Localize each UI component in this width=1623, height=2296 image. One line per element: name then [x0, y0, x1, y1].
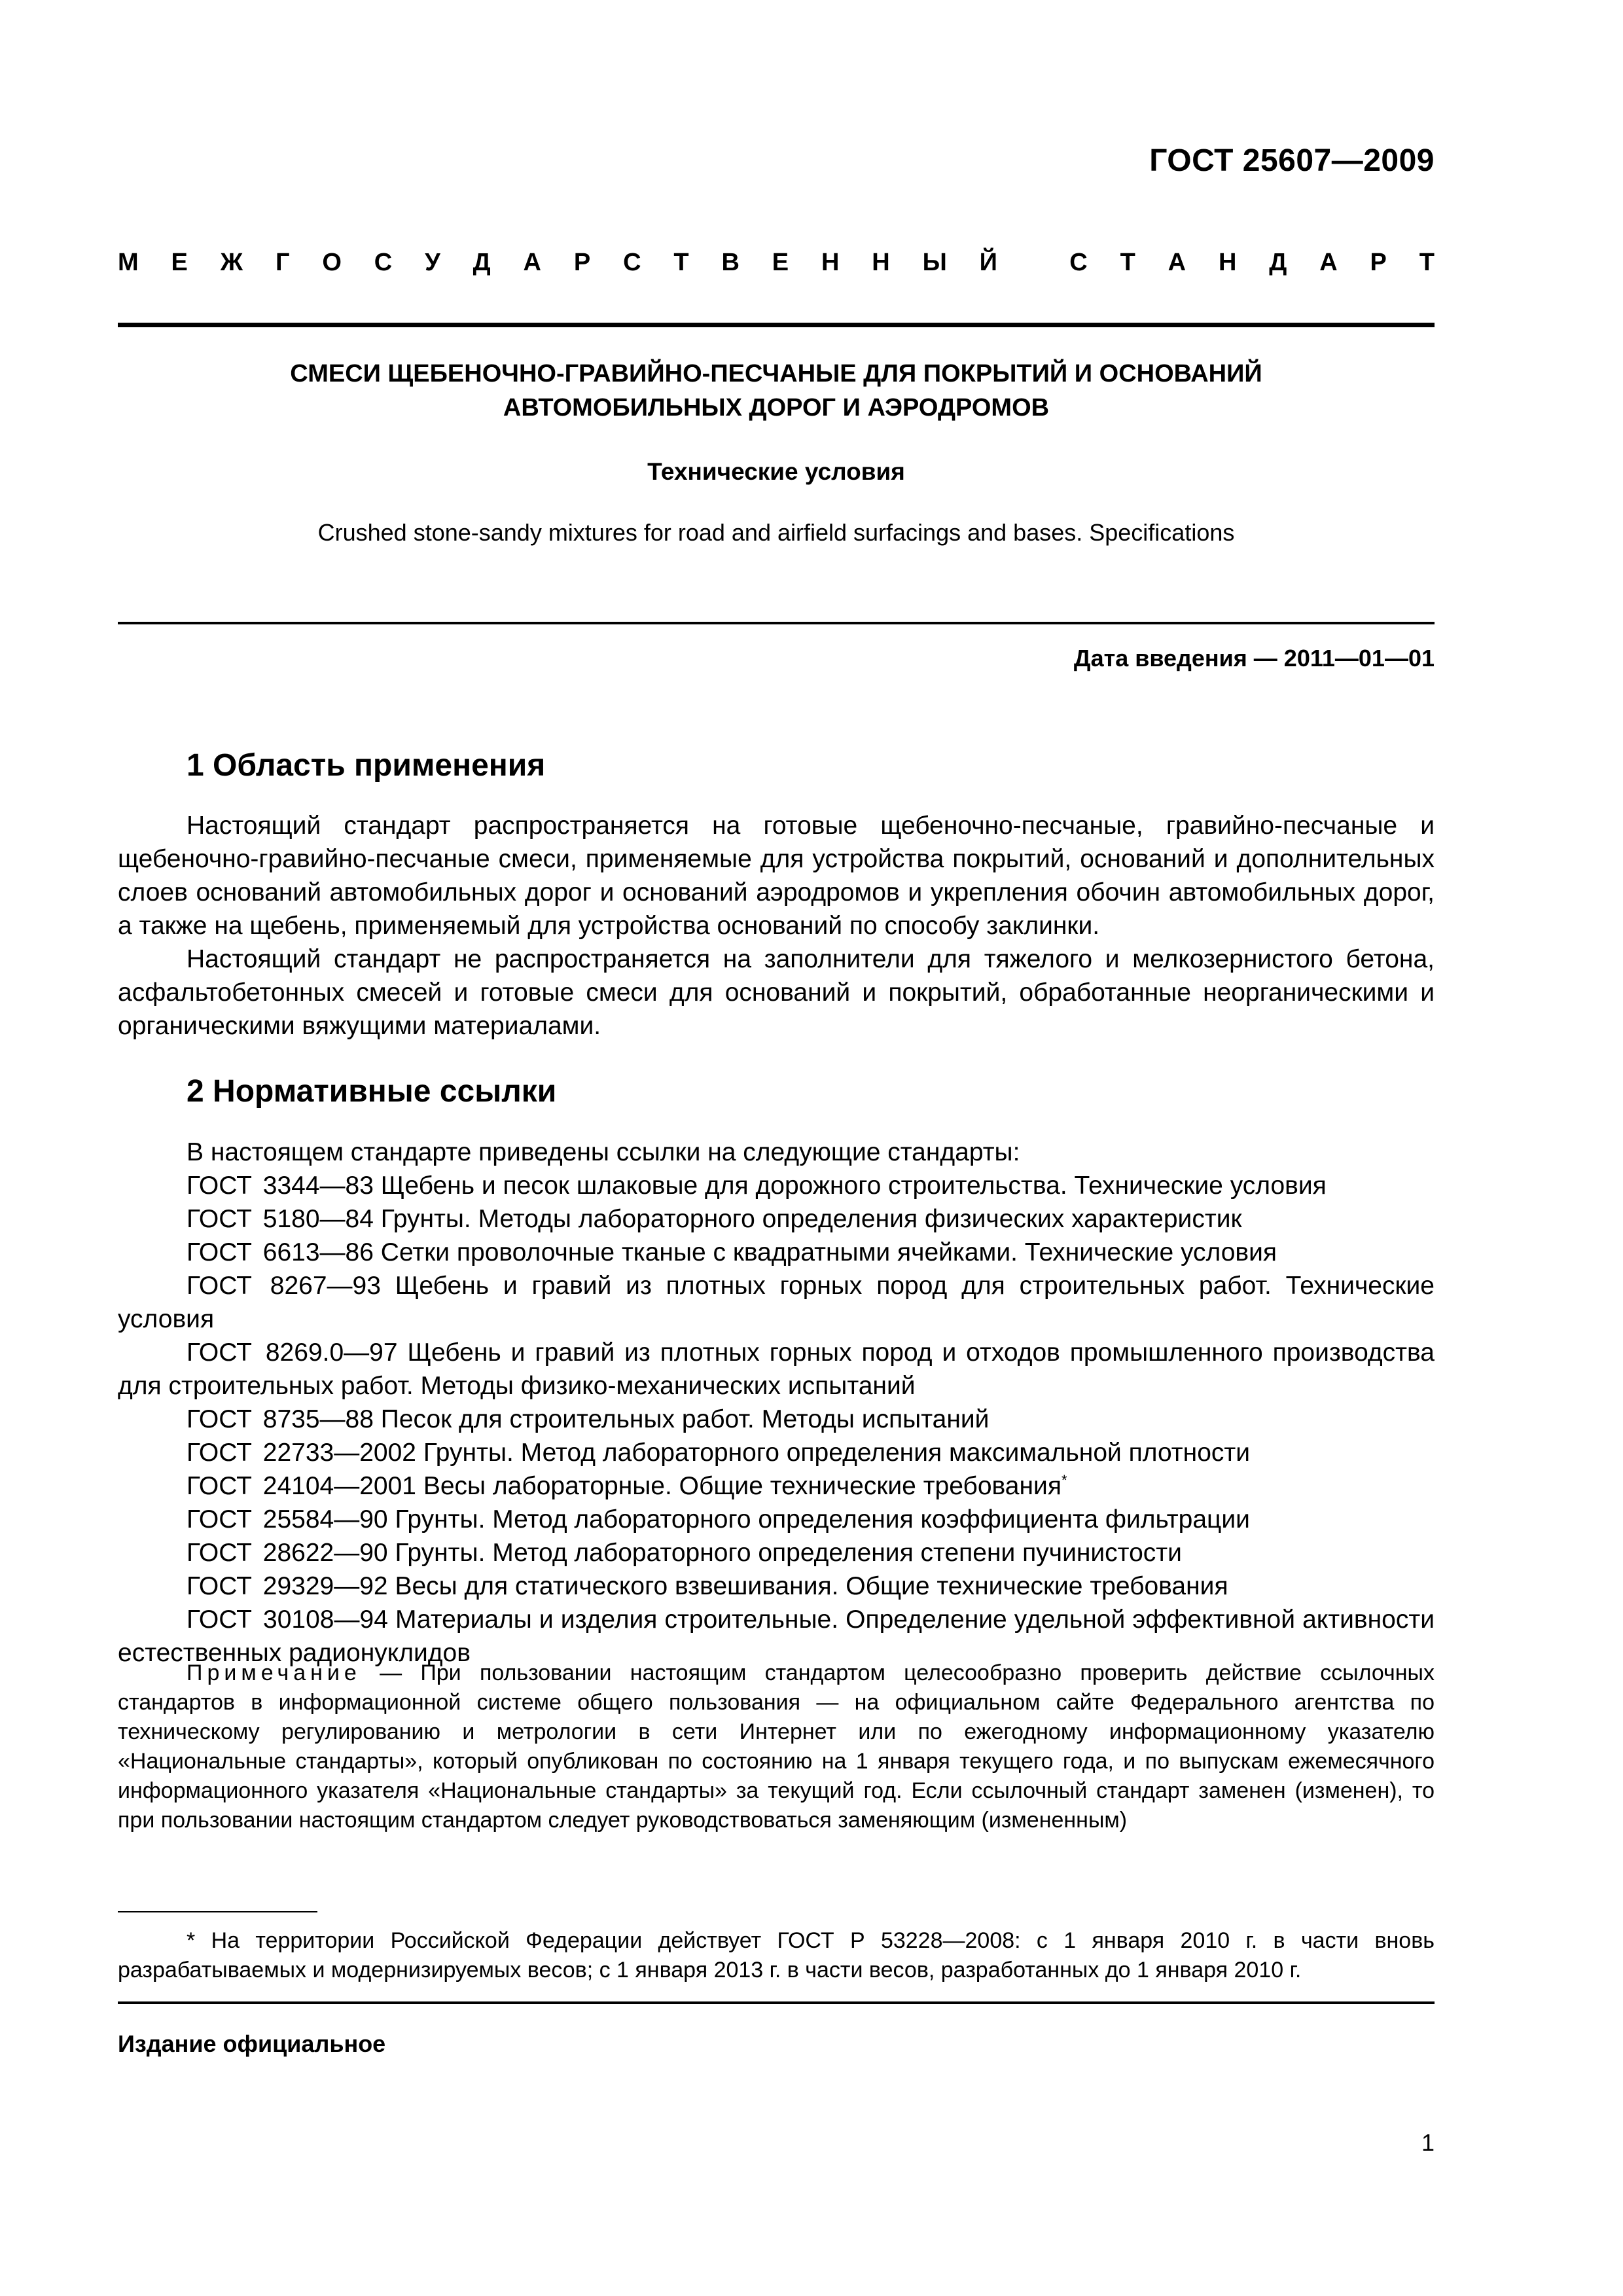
banner-letter: А — [1168, 249, 1186, 276]
reference-code: ГОСТ 8735—88 — [187, 1405, 374, 1433]
reference-code: ГОСТ 28622—90 — [187, 1539, 388, 1567]
banner-letter: Д — [473, 249, 491, 276]
date-of-introduction: Дата введения — 2011—01—01 — [1073, 645, 1435, 672]
references-note — [118, 1659, 1435, 1835]
reference-title: Щебень и гравий из плотных горных пород для строительных работ. Технические условия — [118, 1272, 1435, 1333]
banner-letter: О — [322, 249, 342, 276]
footnote-marker: * — [1061, 1472, 1067, 1488]
banner-letter: Р — [1370, 249, 1387, 276]
note-label: Примечание — [187, 1660, 361, 1685]
reference-code: ГОСТ 8267—93 — [187, 1272, 381, 1300]
english-title: Crushed stone-sandy mixtures for road and airfield surfacings and bases. Specifications — [317, 519, 1235, 546]
banner-letter: С — [623, 249, 641, 276]
banner-letter: Т — [1120, 249, 1135, 276]
section-1-paragraph-1: Настоящий стандарт распространяется на готовые щебеночно-песчаные, гравийно-песчаные и щебеночно-гравийно-песчаные смеси, применяемые для устройства покрытий, оснований и дополнительных слоев оснований автомобильных дорог и оснований аэродромов и укрепления обочин автомобильных дорог, а также на щебень, применяемый для устройства оснований по способу заклинки. — [118, 812, 1435, 940]
title-line-1: СМЕСИ ЩЕБЕНОЧНО-ГРАВИЙНО-ПЕСЧАНЫЕ ДЛЯ ПОКРЫТИЙ И ОСНОВАНИЙ — [290, 360, 1262, 387]
reference-items — [118, 1169, 1435, 1670]
banner-letter: А — [1319, 249, 1338, 276]
reference-title: Щебень и песок шлаковые для дорожного строительства. Технические условия — [380, 1172, 1327, 1200]
reference-title: Грунты. Методы лабораторного определения физических характеристик — [380, 1205, 1242, 1233]
reference-item — [118, 1202, 1435, 1236]
interstate-standard-banner — [118, 249, 1435, 277]
standard-number: ГОСТ 25607—2009 — [1149, 143, 1435, 178]
document-title — [118, 357, 1435, 425]
banner-letter: М — [118, 249, 139, 276]
reference-title: Материалы и изделия строительные. Определение удельной эффективной активности естественных радионуклидов — [118, 1605, 1435, 1667]
banner-letter: Н — [872, 249, 890, 276]
reference-title: Грунты. Метод лабораторного определения максимальной плотности — [423, 1439, 1251, 1467]
page-number: 1 — [1421, 2129, 1435, 2156]
header-rule — [118, 323, 1435, 327]
reference-code: ГОСТ 29329—92 — [187, 1572, 388, 1600]
banner-letter: У — [425, 249, 440, 276]
reference-title: Грунты. Метод лабораторного определения степени пучинистости — [395, 1539, 1182, 1567]
banner-letter: Г — [275, 249, 290, 276]
banner-letter: Н — [821, 249, 840, 276]
reference-item — [118, 1403, 1435, 1436]
reference-item — [118, 1269, 1435, 1336]
banner-letter: Й — [979, 249, 997, 276]
banner-letter: Ы — [922, 249, 947, 276]
reference-item — [118, 1503, 1435, 1536]
banner-letter: С — [374, 249, 393, 276]
banner-letter: Т — [673, 249, 689, 276]
section-1-paragraph-2: Настоящий стандарт не распространяется на заполнители для тяжелого и мелкозернистого бетона, асфальтобетонных смесей и готовые смеси для оснований и покрытий, обработанные неорганическими и органическими вяжущими материалами. — [118, 945, 1435, 1040]
note-text: — При пользовании настоящим стандартом целесообразно проверить действие ссылочных стандартов в информационной системе общего пользования — на официальном сайте Федерального агентства по техническому регулированию и метрологии в сети Интернет или по ежегодному информационному указателю «Национальные стандарты», который опубликован по состоянию на 1 января текущего года, и по выпускам ежемесячного информационного указателя «Национальные стандарты» за текущий год. Если ссылочный стандарт заменен (изменен), то при пользовании настоящим стандартом следует руководствоваться заменяющим (измененным) — [118, 1660, 1435, 1833]
banner-letter: С — [1069, 249, 1088, 276]
banner-letter: Е — [772, 249, 789, 276]
reference-code: ГОСТ 3344—83 — [187, 1172, 374, 1200]
banner-letter: А — [523, 249, 541, 276]
reference-title: Песок для строительных работ. Методы испытаний — [380, 1405, 990, 1433]
reference-item — [118, 1536, 1435, 1570]
footnote-separator — [118, 1911, 317, 1912]
reference-title: Щебень и гравий из плотных горных пород и отходов промышленного производства для строительных работ. Методы физико-механических испытаний — [118, 1338, 1435, 1400]
references-list — [118, 1136, 1435, 1670]
title-line-2: АВТОМОБИЛЬНЫХ ДОРОГ И АЭРОДРОМОВ — [503, 394, 1050, 422]
section-1-heading: 1 Область применения — [187, 748, 546, 783]
title-rule — [118, 622, 1435, 624]
reference-title: Весы лабораторные. Общие технические требования — [423, 1472, 1061, 1500]
document-subtitle: Технические условия — [647, 458, 905, 485]
banner-letter: Н — [1218, 249, 1237, 276]
reference-item — [118, 1469, 1435, 1503]
reference-item — [118, 1570, 1435, 1603]
reference-item — [118, 1169, 1435, 1202]
reference-code: ГОСТ 30108—94 — [187, 1605, 388, 1634]
banner-letter — [1030, 249, 1037, 277]
reference-title: Сетки проволочные тканые с квадратными ячейками. Технические условия — [380, 1238, 1277, 1266]
reference-code: ГОСТ 6613—86 — [187, 1238, 374, 1266]
section-1-body — [118, 809, 1435, 1043]
footnote: * На территории Российской Федерации действует ГОСТ Р 53228—2008: с 1 января 2010 г. в части вновь разрабатываемых и модернизируемых весов; с 1 января 2013 г. в части весов, разработанных до 1 января 2010 г. — [118, 1928, 1435, 1982]
banner-letter: Р — [573, 249, 591, 276]
reference-code: ГОСТ 24104—2001 — [187, 1472, 417, 1500]
reference-code: ГОСТ 25584—90 — [187, 1505, 388, 1534]
edition-label: Издание официальное — [118, 2030, 386, 2057]
banner-letter: Ж — [220, 249, 243, 276]
reference-title: Грунты. Метод лабораторного определения коэффициента фильтрации — [395, 1505, 1250, 1534]
reference-title: Весы для статического взвешивания. Общие технические требования — [395, 1572, 1228, 1600]
section-2-heading: 2 Нормативные ссылки — [187, 1074, 557, 1109]
references-intro: В настоящем стандарте приведены ссылки на следующие стандарты: — [187, 1138, 1020, 1166]
reference-code: ГОСТ 5180—84 — [187, 1205, 374, 1233]
banner-letter: Т — [1419, 249, 1435, 276]
banner-letter: Е — [171, 249, 188, 276]
footer-rule — [118, 2001, 1435, 2004]
banner-letter: В — [721, 249, 740, 276]
banner-letter: Д — [1269, 249, 1287, 276]
reference-item — [118, 1336, 1435, 1403]
reference-code: ГОСТ 22733—2002 — [187, 1439, 417, 1467]
reference-item — [118, 1436, 1435, 1469]
reference-code: ГОСТ 8269.0—97 — [187, 1338, 398, 1367]
reference-item — [118, 1236, 1435, 1269]
